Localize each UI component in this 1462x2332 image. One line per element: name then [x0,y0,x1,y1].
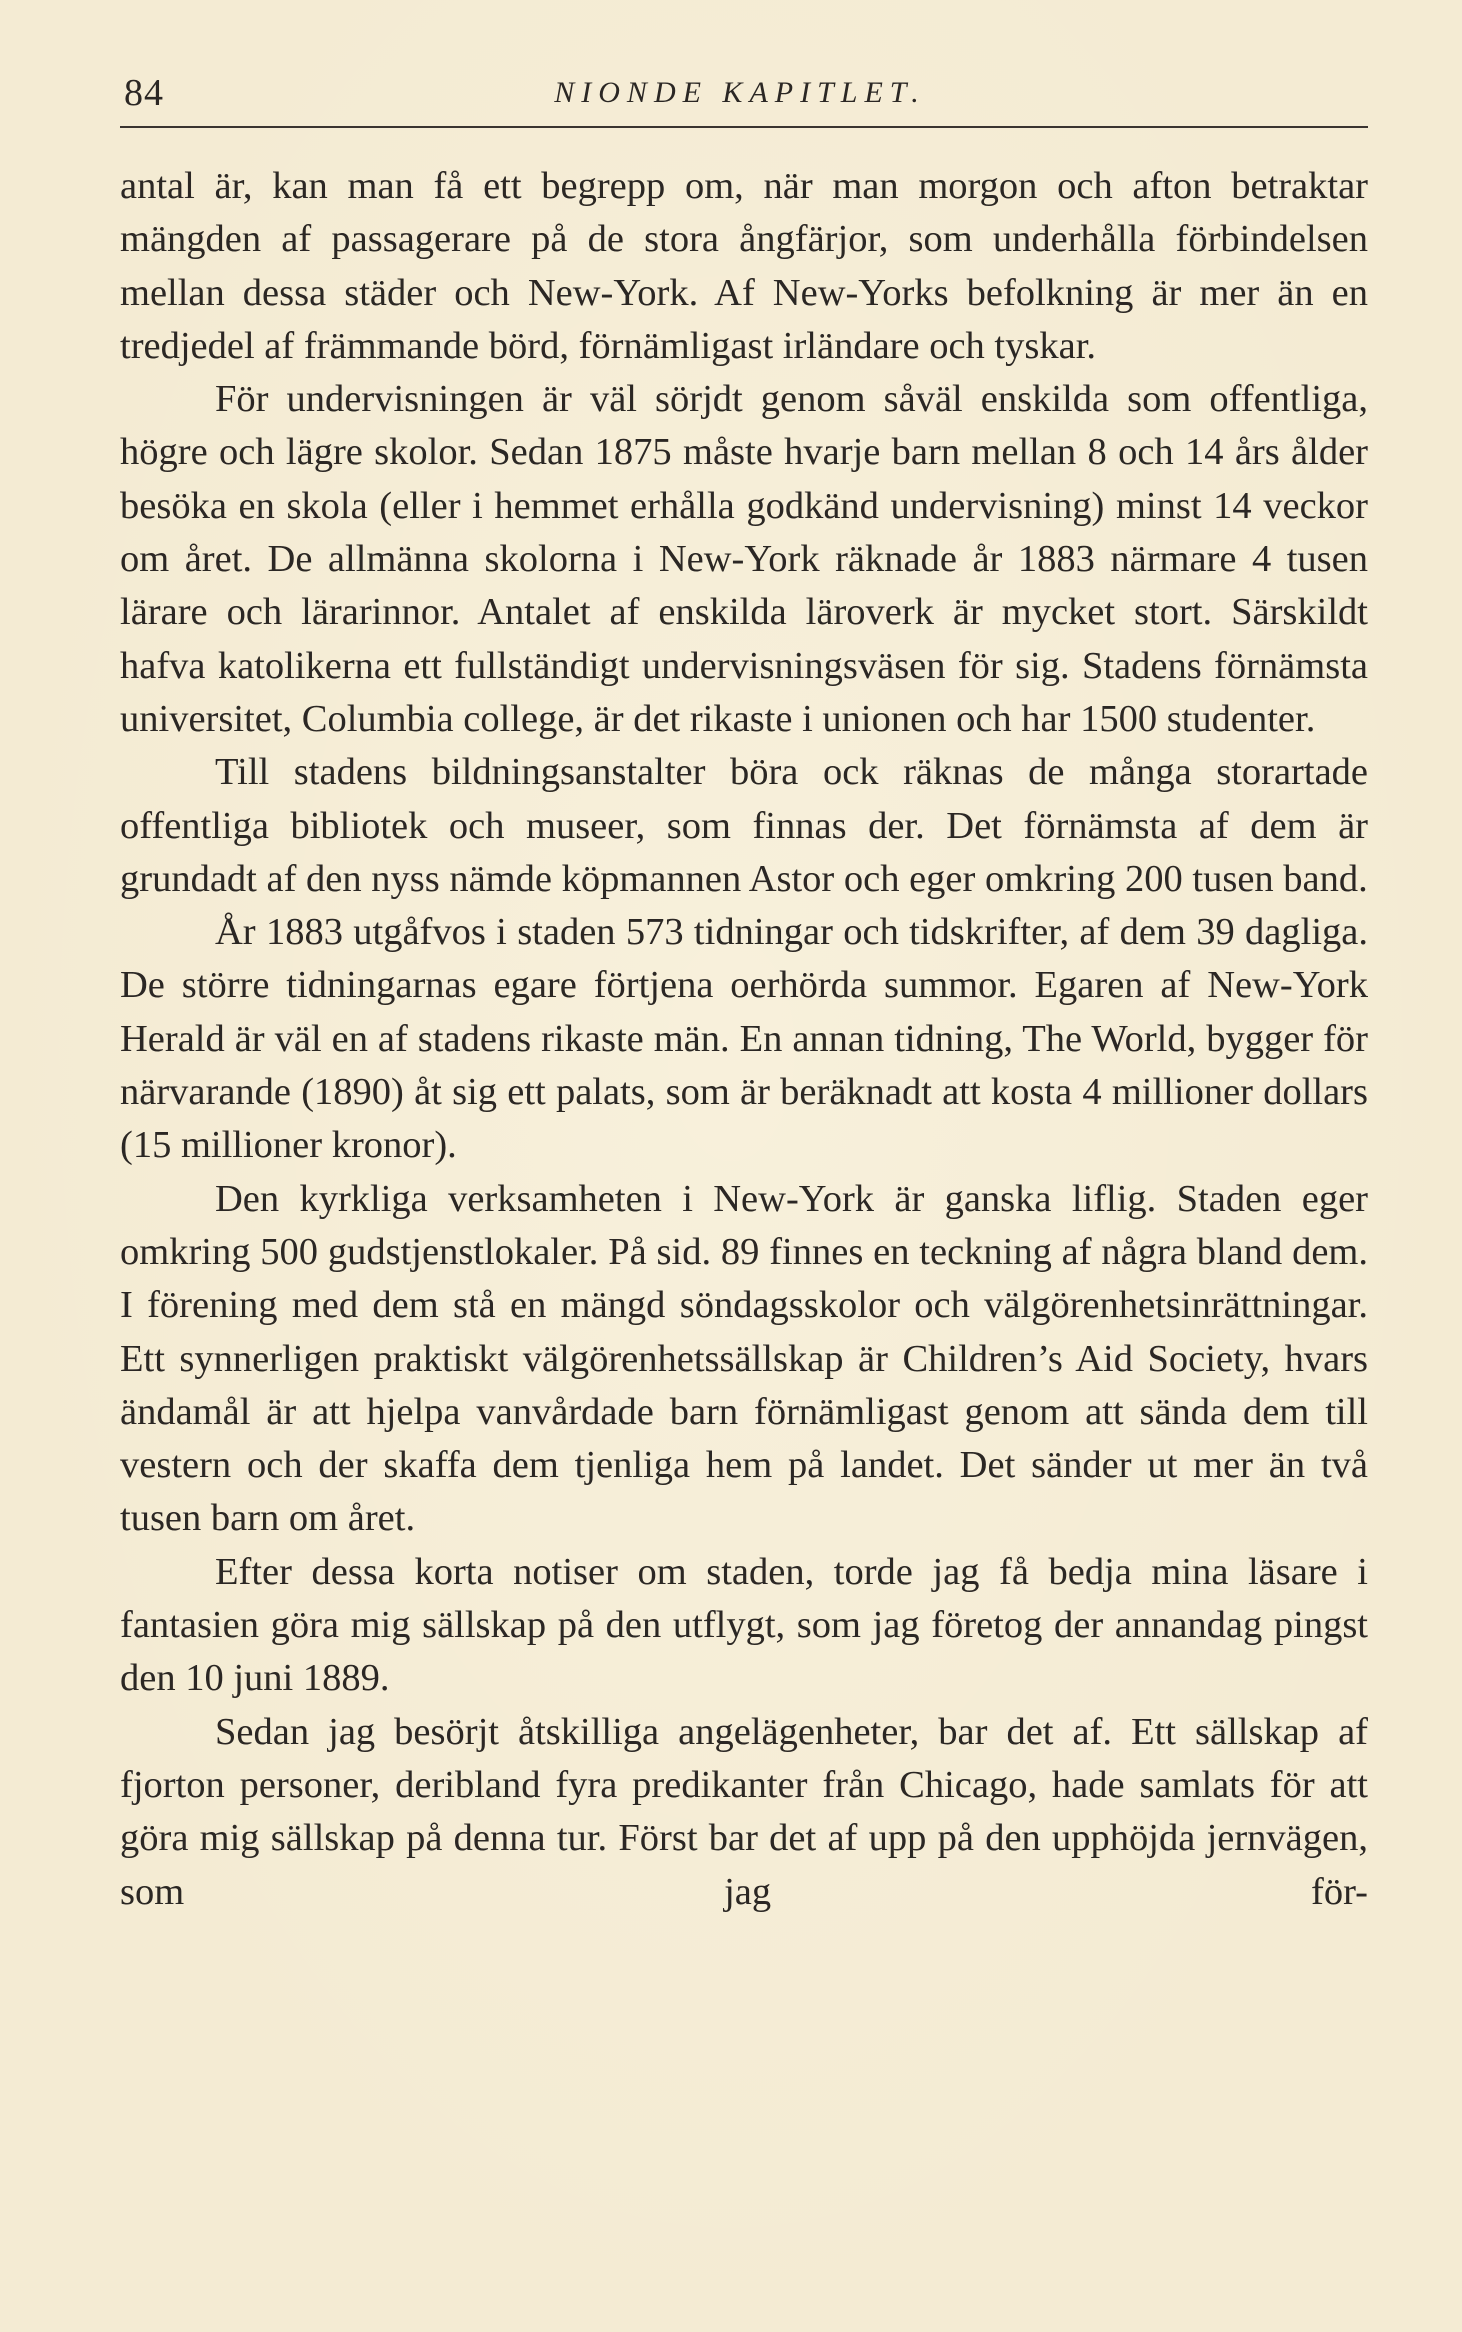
paragraph-newspapers: År 1883 utgåfvos i staden 573 tidningar och tidskrifter, af dem 39 dagliga. De större tidningarnas egare förtjena oerhörda summor. Egaren af New-York Herald är väl en af stadens rikaste män. En annan tidning, The World, bygger för närvarande (1890) åt sig ett palats, som är beräknadt att kosta 4 millioner dollars (15 millioner kronor). [120,911,1368,1167]
header-rule [120,126,1368,128]
paragraph-continuation: antal är, kan man få ett begrepp om, när man morgon och afton betraktar mängden af passagerare på de stora ångfärjor, som underhålla förbindelsen mellan dessa städer och New-York. Af New-Yorks befolkning är mer än en tredjedel af främmande börd, förnämligast irländare och tyskar. [120,165,1368,367]
paragraph-education: För undervisningen är väl sörjdt genom såväl enskilda som offentliga, högre och lägre skolor. Sedan 1875 måste hvarje barn mellan 8 och 14 års ålder besöka en skola (eller i hemmet erhålla godkänd undervisning) minst 14 veckor om året. De allmänna skolorna i New-York räknade år 1883 närmare 4 tusen lärare och lärarinnor. Antalet af enskilda läroverk är mycket stort. Särskildt hafva katolikerna ett fullständigt undervisningsväsen för sig. Stadens förnämsta universitet, Columbia college, är det rikaste i unionen och har 1500 studenter. [120,378,1368,740]
body-text [120,160,1368,1919]
paragraph-churches: Den kyrkliga verksamheten i New-York är ganska liflig. Staden eger omkring 500 gudstjenstlokaler. På sid. 89 finnes en teckning af några bland dem. I förening med dem stå en mängd söndagsskolor och välgörenhetsinrättningar. Ett synnerligen praktiskt välgörenhetssällskap är Children’s Aid Society, hvars ändamål är att hjelpa vanvårdade barn förnämligast genom att sända dem till vestern och der skaffa dem tjenliga hem på landet. Det sänder ut mer än två tusen barn om året. [120,1177,1368,1540]
page-number: 84 [124,72,164,114]
paragraph-libraries: Till stadens bildningsanstalter böra ock räknas de många storartade offentliga bibliotek och museer, som finnas der. Det förnämsta af dem är grundadt af den nyss nämde köpmannen Astor och eger omkring 200 tusen band. [120,751,1368,900]
paragraph-excursion: Efter dessa korta notiser om staden, torde jag få bedja mina läsare i fantasien göra mig sällskap på den utflygt, som jag företog der annandag pingst den 10 juni 1889. [120,1550,1368,1700]
paragraph-departure: Sedan jag besörjt åtskilliga angelägenheter, bar det af. Ett sällskap af fjorton personer, deribland fyra predikanter från Chicago, hade samlats för att göra mig sällskap på denna tur. Först bar det af upp på den upphöjda jernvägen, som jag för- [120,1710,1368,1913]
running-head [120,68,1360,118]
chapter-title: NIONDE KAPITLET. [554,76,926,109]
